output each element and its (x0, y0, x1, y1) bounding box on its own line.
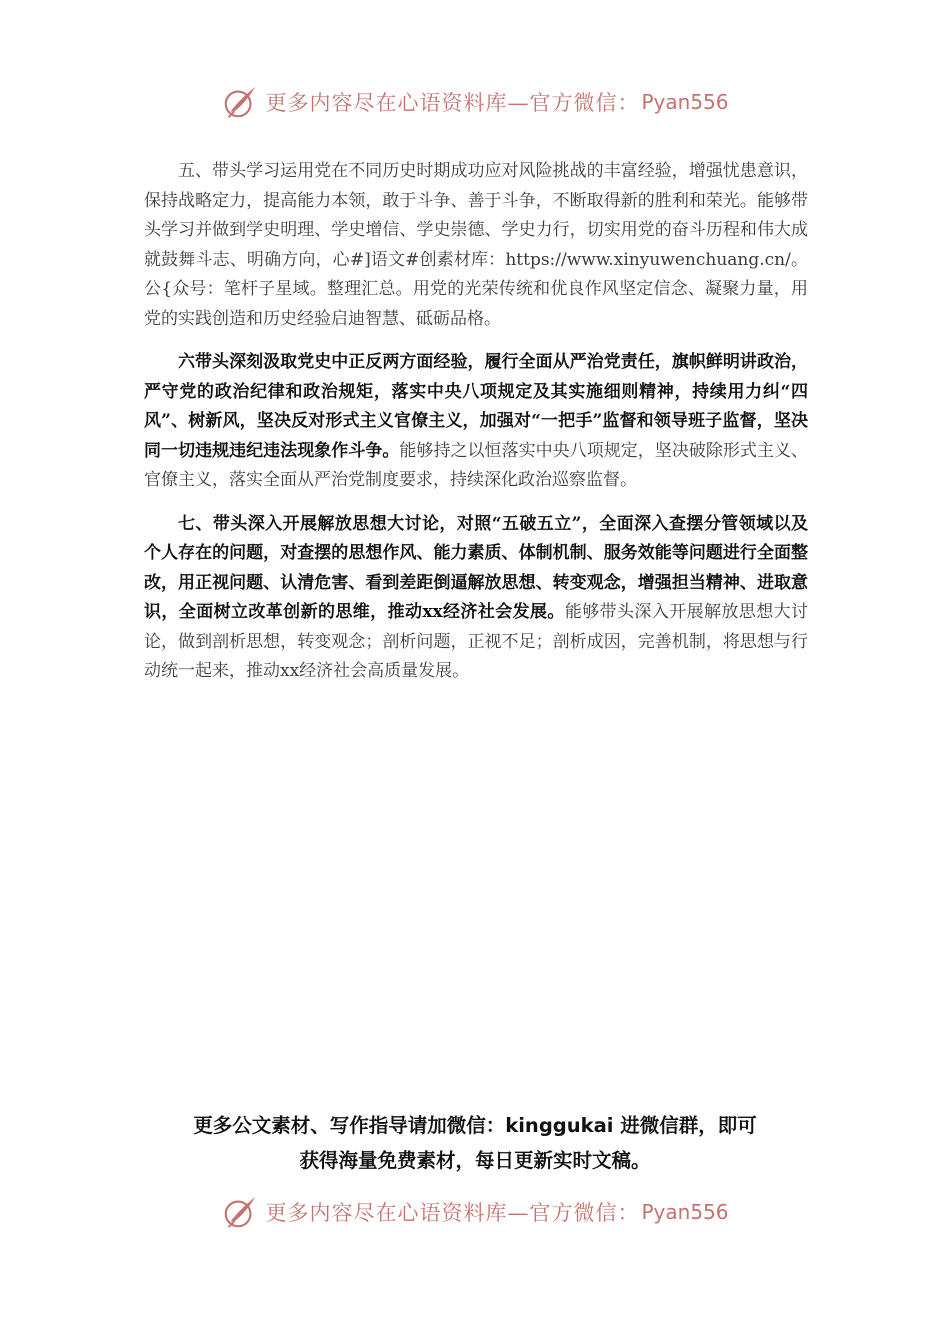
paragraph-seven (144, 510, 808, 687)
paragraph-seven-text: 能够带头深入开展解放思想大讨论，做到剖析思想，转变观念；剖析问题，正视不足；剖析成因，完善机制，将思想与行动统一起来，推动xx经济社会高质量发展。 (144, 602, 808, 681)
footer-line-2: 获得海量免费素材，每日更新实时文稿。 (299, 1149, 651, 1172)
quill-logo-icon (221, 83, 259, 121)
paragraph-five-text: 五、带头学习运用党在不同历史时期成功应对风险挑战的丰富经验，增强忧患意识，保持战略定力，提高能力本领，敢于斗争、善于斗争，不断取得新的胜利和荣光。能够带头学习并做到学史明理、学史增信、学史崇德、学史力行，切实用党的奋斗历程和伟大成就鼓舞斗志、明确方向，心#]语文#创素材库：https://www.xinyuwenchuang.cn/。公{众号：笔杆子星域。整理汇总。用党的光荣传统和优良作风坚定信念、凝聚力量，用党的实践创造和历史经验启迪智慧、砥砺品格。 (144, 161, 808, 329)
paragraph-five (144, 157, 808, 334)
paragraph-six-text: 能够持之以恒落实中央八项规定，坚决破除形式主义、官僚主义，落实全面从严治党制度要求，持续深化政治巡察监督。 (144, 440, 809, 490)
paragraph-six-bold: 六带头深刻汲取党史中正反两方面经验，履行全面从严治党责任，旗帜鲜明讲政治，严守党的政治纪律和政治规矩，落实中央八项规定及其实施细则精神，持续用力纠“四风”、树新风，坚决反对形式主义官僚主义，加强对“一把手”监督和领导班子监督，坚决同一切违规违纪违法现象作斗争。 (144, 352, 808, 461)
banner-wechat-id: Pyan556 (641, 1200, 729, 1224)
footer-banner (0, 1190, 950, 1234)
header-banner (0, 80, 950, 124)
footer-note (100, 1108, 850, 1178)
banner-text: 更多内容尽在心语资料库—官方微信： (265, 1201, 640, 1225)
paragraph-seven-bold: 七、带头深入开展解放思想大讨论，对照“五破五立”，全面深入查摆分管领域以及个人存在的问题，对查摆的思想作风、能力素质、体制机制、服务效能等问题进行全面整改，用正视问题、认清危害、看到差距倒逼解放思想、转变观念，增强担当精神、进取意识，全面树立改革创新的思维，推动xx经济社会发展。 (144, 513, 808, 622)
banner-wechat-id: Pyan556 (641, 90, 729, 114)
footer-line-1: 更多公文素材、写作指导请加微信：kinggukai 进微信群，即可 (193, 1114, 757, 1137)
paragraph-six (144, 348, 808, 496)
document-body (144, 157, 808, 701)
quill-logo-icon (221, 1193, 259, 1231)
banner-text: 更多内容尽在心语资料库—官方微信： (265, 91, 640, 115)
